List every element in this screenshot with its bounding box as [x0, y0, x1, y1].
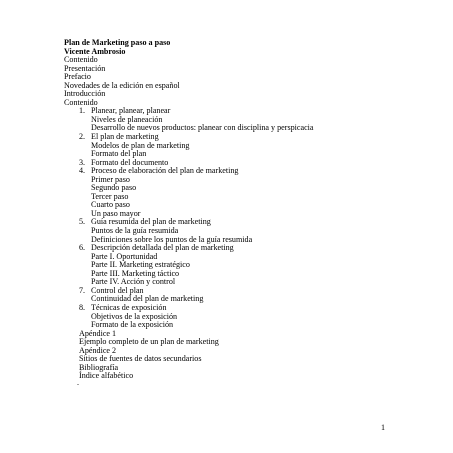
- back-item: Apéndice 2: [79, 345, 117, 355]
- section-item: Cuarto paso: [91, 200, 130, 210]
- chapter-list: [64, 107, 434, 329]
- section-item: Parte IV. Acción y control: [91, 277, 176, 287]
- chapter-title: Control del plan: [91, 285, 144, 295]
- section-item: Niveles de planeación: [91, 114, 163, 124]
- section-item: Formato del plan: [91, 149, 147, 159]
- page-number: 1: [381, 423, 386, 432]
- front-item: Novedades de la edición en español: [64, 80, 180, 90]
- chapter-number: 2.: [79, 132, 86, 142]
- section-item: Parte I. Oportunidad: [91, 251, 158, 261]
- section-item: Objetivos de la exposición: [91, 311, 178, 321]
- chapter-title: Proceso de elaboración del plan de marketing: [91, 166, 239, 176]
- stray-mark: .: [77, 378, 79, 387]
- chapter-title: Técnicas de exposición: [91, 302, 167, 312]
- section-item: Formato de la exposición: [91, 320, 174, 330]
- chapter-number: 6.: [79, 243, 86, 253]
- back-item: Sitios de fuentes de datos secundarios: [79, 354, 202, 364]
- chapter-number: 1.: [79, 106, 86, 116]
- front-item: Presentación: [64, 63, 106, 73]
- chapter-number: 8.: [79, 302, 86, 312]
- section-item: Primer paso: [91, 174, 130, 184]
- section-item: Desarrollo de nuevos productos: planear con disciplina y perspicacia: [91, 123, 314, 133]
- chapter-number: 4.: [79, 166, 86, 176]
- document-title: Plan de Marketing paso a paso: [64, 38, 171, 47]
- chapter-number: 7.: [79, 285, 86, 295]
- chapter-number: 3.: [79, 157, 86, 167]
- section-item: Tercer paso: [91, 191, 129, 201]
- back-item: Apéndice 1: [79, 328, 117, 338]
- chapter-number: 5.: [79, 217, 86, 227]
- back-item: Bibliografía: [79, 362, 119, 372]
- section-item: Parte II. Marketing estratégico: [91, 260, 190, 270]
- section-item: Definiciones sobre los puntos de la guía resumida: [91, 234, 253, 244]
- section-item: Un paso mayor: [91, 208, 141, 218]
- section-item: Parte III. Marketing táctico: [91, 268, 180, 278]
- chapter-title: El plan de marketing: [91, 132, 159, 142]
- chapter-title: Formato del documento: [91, 157, 169, 167]
- back-item: Ejemplo completo de un plan de marketing: [79, 337, 219, 347]
- section-item: Puntos de la guía resumida: [91, 226, 179, 236]
- front-item: Contenido: [64, 55, 98, 65]
- chapter-title: Planear, planear, planear: [91, 106, 171, 116]
- section-item: Modelos de plan de marketing: [91, 140, 190, 150]
- front-item: Introducción: [64, 89, 106, 99]
- section-item: Continuidad del plan de marketing: [91, 294, 204, 304]
- section-item: Segundo paso: [91, 183, 137, 193]
- table-of-contents: [64, 39, 434, 381]
- chapter-title: Guía resumida del plan de marketing: [91, 217, 211, 227]
- chapter-title: Descripción detallada del plan de marketing: [91, 243, 234, 253]
- back-item: Índice alfabético: [79, 371, 134, 381]
- front-item: Contenido: [64, 97, 98, 107]
- document-author: Vicente Ambrosio: [64, 46, 126, 56]
- front-item: Prefacio: [64, 72, 91, 82]
